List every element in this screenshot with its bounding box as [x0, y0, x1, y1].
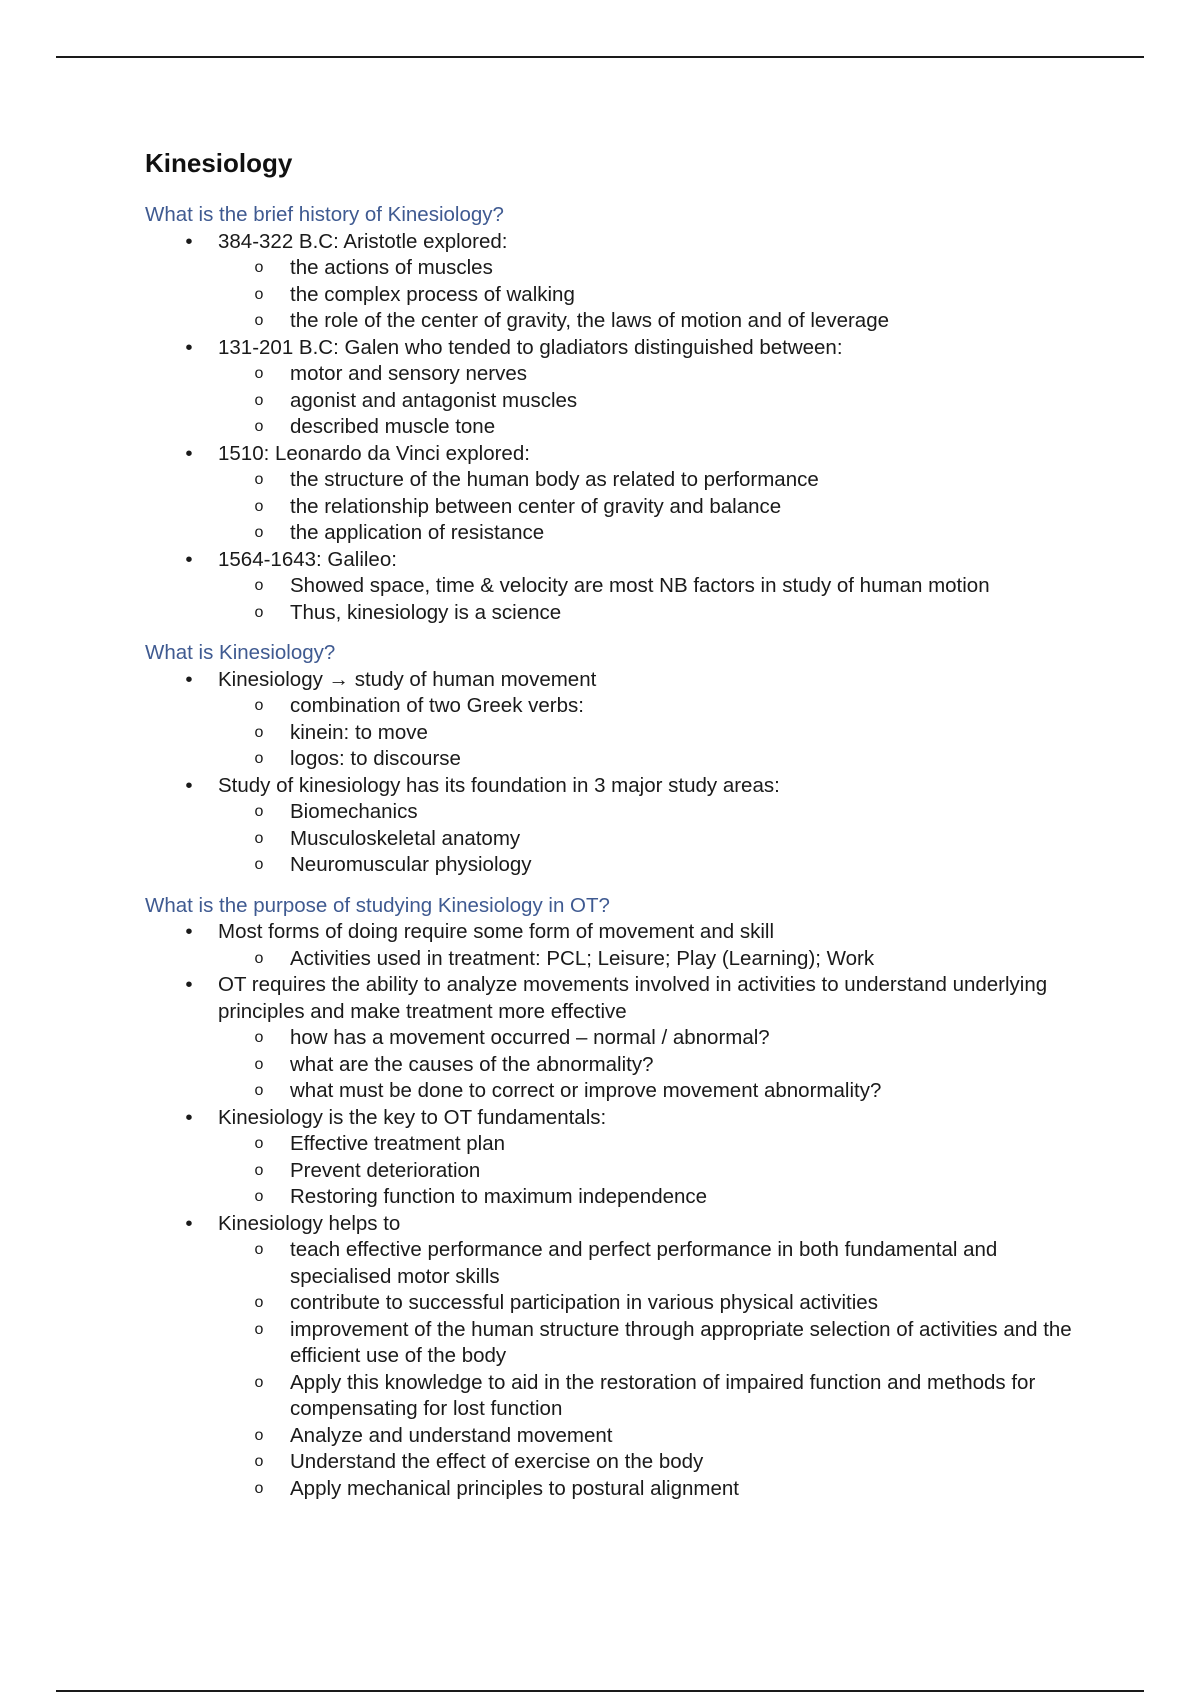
list-item: [145, 229, 1075, 335]
sub-list-item: [217, 494, 1075, 521]
section: [145, 893, 1075, 1503]
circle-bullet-icon: o: [254, 1479, 264, 1497]
sub-list-item-text: Analyze and understand movement: [290, 1423, 613, 1447]
list-item: [145, 1211, 1075, 1503]
sub-list-item: [217, 1370, 1075, 1423]
circle-bullet-icon: o: [254, 1055, 264, 1073]
sub-list-item-text: contribute to successful participation in various physical activities: [290, 1291, 878, 1314]
sub-list-item-text: teach effective performance and perfect performance in both fundamental and specialised motor skills: [290, 1238, 998, 1288]
sub-list-item: [217, 573, 1075, 600]
sub-list-item: [217, 255, 1075, 282]
list-item-text: 1564-1643: Galileo:: [218, 547, 397, 571]
sub-list-item-text: Musculoskeletal anatomy: [290, 826, 521, 850]
sub-list-item: [217, 1078, 1075, 1105]
sub-bullet-list: [218, 946, 1075, 973]
list-item: [145, 919, 1075, 972]
list-item: [145, 667, 1075, 773]
sub-list-item: [217, 520, 1075, 547]
list-item-text: Kinesiology helps to: [218, 1211, 401, 1235]
circle-bullet-icon: o: [254, 803, 264, 820]
sub-list-item-text: Effective treatment plan: [290, 1132, 505, 1155]
bullet-icon: •: [185, 920, 193, 943]
sub-list-item: [217, 746, 1075, 773]
bullet-list: [145, 919, 1075, 1502]
sub-list-item: [217, 693, 1075, 720]
list-item: [145, 1105, 1075, 1211]
sub-list-item: [217, 1131, 1075, 1158]
sub-list-item: [217, 1025, 1075, 1052]
sub-bullet-list: [218, 255, 1075, 335]
sub-list-item-text: agonist and antagonist muscles: [290, 388, 578, 412]
list-item: [145, 972, 1075, 1105]
sub-bullet-list: [218, 1131, 1075, 1211]
circle-bullet-icon: o: [254, 1029, 264, 1046]
sub-list-item: [217, 1423, 1075, 1450]
circle-bullet-icon: o: [254, 391, 264, 409]
circle-bullet-icon: o: [254, 577, 264, 594]
bullet-icon: •: [185, 441, 193, 465]
sub-list-item: [217, 852, 1075, 879]
sub-list-item: [217, 600, 1075, 627]
sub-list-item-text: logos: to discourse: [290, 747, 461, 770]
circle-bullet-icon: o: [254, 365, 264, 382]
list-item-text: Kinesiology → study of human movement: [218, 667, 597, 691]
sub-list-item-text: Apply mechanical principles to postural alignment: [290, 1476, 739, 1500]
sub-bullet-list: [218, 573, 1075, 626]
bullet-icon: •: [185, 667, 193, 691]
top-rule: [56, 56, 1144, 58]
bullet-list: [145, 667, 1075, 879]
bullet-icon: •: [185, 335, 193, 359]
list-item-text: 1510: Leonardo da Vinci explored:: [218, 441, 530, 465]
section-heading: What is the purpose of studying Kinesiology in OT?: [145, 893, 610, 917]
sub-list-item-text: Neuromuscular physiology: [290, 853, 532, 876]
sub-list-item-text: what are the causes of the abnormality?: [290, 1052, 654, 1076]
sub-bullet-list: [218, 361, 1075, 441]
sub-list-item-text: the complex process of walking: [290, 282, 575, 306]
circle-bullet-icon: o: [254, 1082, 264, 1099]
sub-bullet-list: [218, 799, 1075, 879]
sub-list-item-text: Apply this knowledge to aid in the restoration of impaired function and methods for compensating for lost function: [290, 1370, 1036, 1420]
circle-bullet-icon: o: [254, 949, 264, 967]
list-item-text: Study of kinesiology has its foundation in 3 major study areas:: [218, 773, 780, 797]
sub-list-item: [217, 826, 1075, 853]
sub-list-item-text: the role of the center of gravity, the laws of motion and of leverage: [290, 309, 890, 332]
circle-bullet-icon: o: [254, 471, 264, 488]
circle-bullet-icon: o: [254, 750, 264, 767]
sub-list-item: [217, 720, 1075, 747]
circle-bullet-icon: o: [254, 1294, 264, 1311]
sub-list-item-text: kinein: to move: [290, 720, 428, 744]
sub-list-item-text: what must be done to correct or improve movement abnormality?: [290, 1079, 882, 1102]
sub-list-item-text: improvement of the human structure through appropriate selection of activities and the efficient use of the body: [290, 1317, 1072, 1367]
circle-bullet-icon: o: [254, 1135, 264, 1152]
sub-bullet-list: [218, 1025, 1075, 1105]
circle-bullet-icon: o: [254, 1241, 264, 1258]
bullet-icon: •: [185, 229, 193, 253]
list-item: [145, 335, 1075, 441]
sub-list-item: [217, 946, 1075, 973]
sub-list-item: [217, 414, 1075, 441]
circle-bullet-icon: o: [254, 418, 264, 435]
sub-list-item-text: motor and sensory nerves: [290, 362, 528, 385]
bullet-icon: •: [185, 547, 193, 571]
sub-list-item-text: Prevent deterioration: [290, 1158, 481, 1182]
bullet-icon: •: [185, 773, 193, 797]
circle-bullet-icon: o: [254, 1373, 264, 1391]
bullet-list: [145, 229, 1075, 627]
bullet-icon: •: [185, 1211, 193, 1235]
sub-bullet-list: [218, 467, 1075, 547]
circle-bullet-icon: o: [254, 1188, 264, 1205]
circle-bullet-icon: o: [254, 497, 264, 515]
section: [145, 640, 1075, 879]
sub-list-item: [217, 388, 1075, 415]
sub-list-item-text: Restoring function to maximum independence: [290, 1185, 708, 1208]
circle-bullet-icon: o: [254, 723, 264, 741]
sub-list-item-text: Biomechanics: [290, 800, 418, 823]
list-item-text: Kinesiology is the key to OT fundamentals:: [218, 1105, 607, 1129]
list-item-text: 384-322 B.C: Aristotle explored:: [218, 229, 508, 253]
section-heading: What is Kinesiology?: [145, 641, 336, 664]
circle-bullet-icon: o: [254, 285, 264, 303]
circle-bullet-icon: o: [254, 697, 264, 714]
page-title: Kinesiology: [145, 148, 293, 178]
sub-bullet-list: [218, 693, 1075, 773]
sections-container: [145, 202, 1075, 1502]
circle-bullet-icon: o: [254, 603, 264, 621]
circle-bullet-icon: o: [254, 259, 264, 276]
list-item-text: Most forms of doing require some form of movement and skill: [218, 920, 774, 943]
list-item-text: 131-201 B.C: Galen who tended to gladiators distinguished between:: [218, 335, 843, 359]
sub-list-item-text: described muscle tone: [290, 415, 496, 438]
section: [145, 202, 1075, 626]
bullet-icon: •: [185, 973, 193, 996]
sub-list-item: [217, 282, 1075, 309]
sub-list-item: [217, 799, 1075, 826]
sub-list-item: [217, 308, 1075, 335]
sub-list-item: [217, 1317, 1075, 1370]
list-item: [145, 441, 1075, 547]
list-item-text: OT requires the ability to analyze movements involved in activities to understand underlying principles and make treatment more effective: [218, 973, 1048, 1023]
circle-bullet-icon: o: [254, 1453, 264, 1470]
sub-list-item-text: combination of two Greek verbs:: [290, 694, 584, 717]
circle-bullet-icon: o: [254, 312, 264, 329]
circle-bullet-icon: o: [254, 1320, 264, 1338]
sub-list-item: [217, 1237, 1075, 1290]
sub-list-item-text: the relationship between center of gravity and balance: [290, 494, 782, 518]
sub-list-item: [217, 467, 1075, 494]
list-item: [145, 547, 1075, 627]
sub-list-item: [217, 1052, 1075, 1079]
circle-bullet-icon: o: [254, 1161, 264, 1179]
sub-list-item-text: Showed space, time & velocity are most NB factors in study of human motion: [290, 574, 990, 597]
section-heading: What is the brief history of Kinesiology?: [145, 203, 504, 226]
circle-bullet-icon: o: [254, 856, 264, 873]
sub-list-item: [217, 1158, 1075, 1185]
sub-list-item: [217, 1476, 1075, 1503]
sub-list-item: [217, 1290, 1075, 1317]
sub-list-item-text: how has a movement occurred – normal / abnormal?: [290, 1026, 770, 1049]
sub-list-item-text: Activities used in treatment: PCL; Leisure; Play (Learning); Work: [290, 946, 875, 970]
circle-bullet-icon: o: [254, 829, 264, 847]
bullet-icon: •: [185, 1105, 193, 1129]
circle-bullet-icon: o: [254, 524, 264, 541]
sub-list-item-text: Thus, kinesiology is a science: [290, 600, 562, 624]
document-body: [145, 146, 1075, 1516]
list-item: [145, 773, 1075, 879]
sub-bullet-list: [218, 1237, 1075, 1502]
bottom-rule: [56, 1690, 1144, 1692]
circle-bullet-icon: o: [254, 1426, 264, 1444]
sub-list-item: [217, 1184, 1075, 1211]
sub-list-item-text: the structure of the human body as related to performance: [290, 468, 819, 491]
sub-list-item-text: the application of resistance: [290, 521, 545, 544]
sub-list-item: [217, 1449, 1075, 1476]
sub-list-item: [217, 361, 1075, 388]
sub-list-item-text: the actions of muscles: [290, 256, 493, 279]
sub-list-item-text: Understand the effect of exercise on the body: [290, 1450, 704, 1473]
